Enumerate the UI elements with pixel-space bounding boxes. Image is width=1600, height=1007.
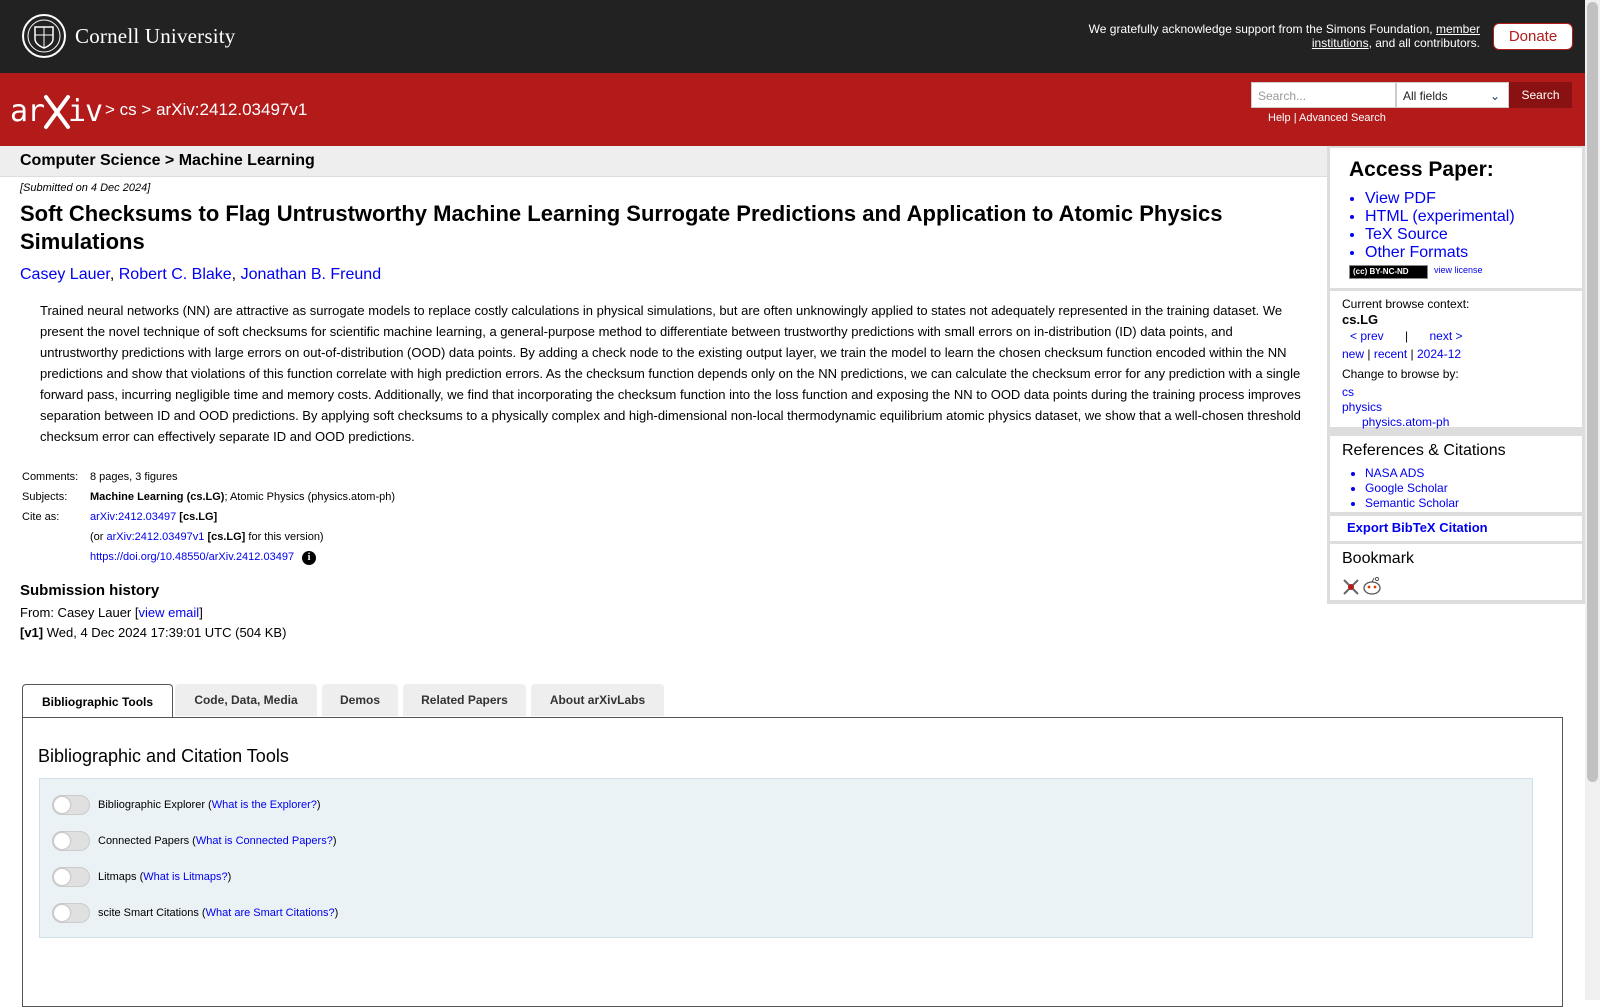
toggle-knob: [54, 797, 70, 813]
cite-row: [20, 507, 397, 527]
nav-separator: |: [1405, 329, 1409, 343]
cornell-header: [0, 0, 1585, 73]
tool-label: Connected Papers: [98, 835, 190, 847]
tool-row: scite Smart Citations ( What are Smart Citations? ): [52, 903, 338, 923]
scite-toggle[interactable]: [52, 903, 90, 923]
export-bibtex-link[interactable]: Export BibTeX Citation: [1347, 520, 1488, 535]
secondary-subject: ; Atomic Physics (physics.atom-ph): [224, 491, 396, 503]
browse-physics-link[interactable]: physics: [1342, 400, 1383, 414]
info-icon[interactable]: i: [302, 551, 316, 565]
link-separator: |: [1293, 112, 1297, 124]
semantic-scholar-link[interactable]: • Semantic Scholar: [1365, 496, 1459, 511]
support-text: [1060, 22, 1480, 50]
member-institutions-link[interactable]: member institutions: [1311, 22, 1480, 50]
search-field-value: All fields: [1403, 89, 1448, 103]
explorer-help-link[interactable]: What is the Explorer?: [211, 799, 317, 811]
tools-box: [39, 778, 1533, 938]
references-title: References & Citations: [1342, 442, 1506, 459]
bibtex-box: [1330, 516, 1582, 541]
cite-id-link[interactable]: arXiv:2412.03497: [90, 511, 177, 523]
link-separator: |: [1367, 347, 1371, 361]
access-paper-title: Access Paper:: [1349, 158, 1494, 181]
references-list: [1350, 466, 1459, 511]
toggle-knob: [54, 905, 70, 921]
search-button[interactable]: Search: [1509, 82, 1572, 108]
comments-value: 8 pages, 3 figures: [90, 471, 178, 483]
empty-label: [20, 527, 88, 547]
paper-main: [20, 182, 1320, 645]
access-paper-box: [1330, 148, 1582, 288]
arxiv-logo-icon[interactable]: [10, 91, 102, 131]
access-links: [1350, 190, 1515, 262]
browse-context-box: [1330, 291, 1582, 427]
month-link[interactable]: 2024-12: [1417, 347, 1462, 361]
cite-version-row: [20, 527, 397, 547]
empty-label: [20, 547, 88, 568]
version-date: Wed, 4 Dec 2024 17:39:01 UTC (504 KB): [46, 625, 287, 640]
support-suffix: , and all contributors.: [1368, 36, 1480, 50]
cite-category: [cs.LG]: [179, 511, 218, 523]
comments-row: [20, 467, 397, 487]
prev-link[interactable]: < prev: [1350, 329, 1384, 343]
reddit-icon[interactable]: [1362, 576, 1382, 596]
search-field-select[interactable]: [1396, 82, 1509, 108]
version-line: [20, 625, 1320, 640]
cite-or-suffix: for this version): [248, 531, 324, 543]
scrollbar-thumb[interactable]: [1587, 2, 1598, 782]
abstract: Trained neural networks (NN) are attractive as surrogate models to replace costly calculations in physical simulations, but are often unknowingly applied to states not adequately represented in the training dataset. We present the novel technique of soft checksums for scientific machine learning, a general-purpose method to differentiate between trustworthy predictions with small errors on in-distribution (ID) data points, and untrustworthy predictions with large errors on out-of-distribution (OOD) data points. By adding a check node to the existing output layer, we train the model to learn the chosen checksum function encoded within the NN predictions and show that violations of this function correlate with high prediction errors. As the checksum function depends only on the NN predictions, we can calculate the checksum error for any prediction with a single forward pass, incurring negligible time and memory costs. Additionally, we find that incorporating the checksum function into the loss function and exposing the NN to OOD data points during the training process improves separation between ID and OOD predictions. By applying soft checksums to a physically complex and high-dimensional non-local thermodynamic equilibrium atomic physics dataset, we show that a well-chosen threshold checksum error can effectively separate ID and OOD predictions.: [40, 303, 1301, 444]
cite-label: Cite as:: [22, 511, 60, 523]
support-prefix: We gratefully acknowledge support from the Simons Foundation,: [1088, 22, 1433, 36]
tab-about-arxivlabs[interactable]: About arXivLabs: [531, 684, 664, 716]
cornell-logo[interactable]: [21, 13, 236, 59]
category-title: Computer Science > Machine Learning: [20, 152, 315, 169]
tab-related-papers[interactable]: Related Papers: [403, 684, 526, 716]
doi-link[interactable]: https://doi.org/10.48550/arXiv.2412.03497: [90, 551, 295, 563]
change-browse-label: Change to browse by:: [1342, 367, 1459, 381]
breadcrumb: [105, 100, 307, 120]
tool-label: Litmaps: [98, 871, 137, 883]
submission-from: [20, 605, 1320, 620]
author-list: Casey Lauer, Robert C. Blake, Jonathan B. Freund: [20, 266, 382, 283]
tool-label: scite Smart Citations: [98, 907, 199, 919]
view-pdf-link[interactable]: • View PDF: [1365, 190, 1515, 208]
subjects-row: [20, 487, 397, 507]
cite-version-link[interactable]: arXiv:2412.03497v1: [106, 531, 205, 543]
category-header: [0, 146, 1327, 177]
comments-label: Comments:: [22, 471, 79, 483]
browse-context-label: Current browse context:: [1342, 297, 1470, 311]
breadcrumb-separator: >: [141, 100, 152, 119]
doi-row: [20, 547, 397, 568]
cite-value: [88, 507, 397, 527]
cornell-seal-icon: [21, 13, 67, 59]
svg-text:ar: ar: [10, 94, 45, 129]
sidebar: [1327, 146, 1585, 604]
tool-row: Connected Papers ( What is Connected Papers? ): [52, 831, 337, 851]
from-suffix: ]: [199, 605, 203, 620]
html-link[interactable]: • HTML (experimental): [1365, 208, 1515, 226]
tool-row: Bibliographic Explorer ( What is the Explorer? ): [52, 795, 321, 815]
author-link[interactable]: Casey Lauer: [20, 266, 110, 283]
page-scrollbar[interactable]: [1585, 0, 1600, 1000]
nasa-ads-link[interactable]: • NASA ADS: [1365, 466, 1459, 481]
tool-label: Bibliographic Explorer: [98, 799, 205, 811]
link-separator: |: [1410, 347, 1414, 361]
submission-history-title: Submission history: [20, 582, 160, 599]
version-label[interactable]: [v1]: [20, 625, 44, 640]
browse-atom-ph-link[interactable]: physics.atom-ph: [1362, 415, 1450, 429]
submission-date: [Submitted on 4 Dec 2024]: [20, 182, 151, 194]
tab-demos[interactable]: Demos: [322, 684, 398, 716]
cite-version-category: [cs.LG]: [207, 531, 246, 543]
browse-cs-link[interactable]: cs: [1342, 385, 1354, 399]
search-links: [1268, 112, 1386, 124]
from-prefix: From: Casey Lauer [: [20, 605, 139, 620]
cite-or-prefix: (or: [90, 531, 104, 543]
litmaps-help-link[interactable]: What is Litmaps?: [143, 871, 228, 883]
doi-value: [88, 547, 397, 568]
bookmark-box: [1330, 544, 1582, 600]
other-formats-link[interactable]: • Other Formats: [1365, 244, 1515, 262]
toggle-knob: [54, 833, 70, 849]
recent-link[interactable]: recent: [1373, 347, 1408, 361]
browse-links: [1342, 347, 1461, 361]
chevron-down-icon: ⌄: [1489, 89, 1500, 103]
litmaps-toggle[interactable]: [52, 867, 90, 887]
help-link[interactable]: Help: [1268, 112, 1291, 124]
view-email-link[interactable]: view email: [138, 605, 200, 620]
breadcrumb-cs-link[interactable]: cs: [119, 100, 137, 119]
paper-title: Soft Checksums to Flag Untrustworthy Machine Learning Surrogate Predictions and Application to Atomic Physics Simulations: [20, 201, 1223, 254]
author-link[interactable]: Robert C. Blake: [118, 266, 232, 283]
tex-source-link[interactable]: • TeX Source: [1365, 226, 1515, 244]
cornell-name: Cornell University: [75, 23, 236, 48]
metadata-table: [20, 467, 397, 568]
bibliographic-explorer-toggle[interactable]: [52, 795, 90, 815]
donate-button[interactable]: Donate: [1493, 23, 1573, 50]
connected-papers-help-link[interactable]: What is Connected Papers?: [195, 835, 333, 847]
next-link[interactable]: next >: [1429, 329, 1463, 343]
references-box: [1330, 436, 1582, 512]
primary-subject: Machine Learning (cs.LG): [90, 491, 225, 503]
tab-bibliographic-tools[interactable]: Bibliographic Tools: [22, 684, 173, 718]
cite-version-value: [88, 527, 397, 547]
browse-context-value: cs.LG: [1342, 312, 1379, 327]
breadcrumb-paper-id: arXiv:2412.03497v1: [156, 100, 308, 119]
advanced-search-link[interactable]: Advanced Search: [1299, 112, 1386, 124]
subjects-value: [88, 487, 397, 507]
tab-panel: [22, 717, 1563, 1007]
view-license-link[interactable]: view license: [1434, 265, 1483, 275]
tab-code-data-media[interactable]: Code, Data, Media: [175, 684, 317, 716]
license-badge-icon[interactable]: (cc) BY-NC-ND: [1349, 265, 1428, 279]
toggle-knob: [54, 869, 70, 885]
bibsonomy-icon[interactable]: [1342, 578, 1360, 596]
subjects-label: Subjects:: [22, 491, 68, 503]
svg-text:iv: iv: [68, 94, 102, 129]
tool-row: Litmaps ( What is Litmaps? ): [52, 867, 231, 887]
prev-next-nav: [1350, 329, 1463, 343]
panel-title: Bibliographic and Citation Tools: [38, 746, 289, 766]
scite-help-link[interactable]: What are Smart Citations?: [205, 907, 335, 919]
arxiv-header: [0, 73, 1585, 146]
connected-papers-toggle[interactable]: [52, 831, 90, 851]
bookmark-title: Bookmark: [1342, 550, 1415, 567]
search-input[interactable]: Search...: [1251, 82, 1396, 108]
new-link[interactable]: new: [1342, 347, 1365, 361]
google-scholar-link[interactable]: • Google Scholar: [1365, 481, 1459, 496]
author-link[interactable]: Jonathan B. Freund: [240, 266, 382, 283]
breadcrumb-separator: >: [105, 100, 115, 119]
